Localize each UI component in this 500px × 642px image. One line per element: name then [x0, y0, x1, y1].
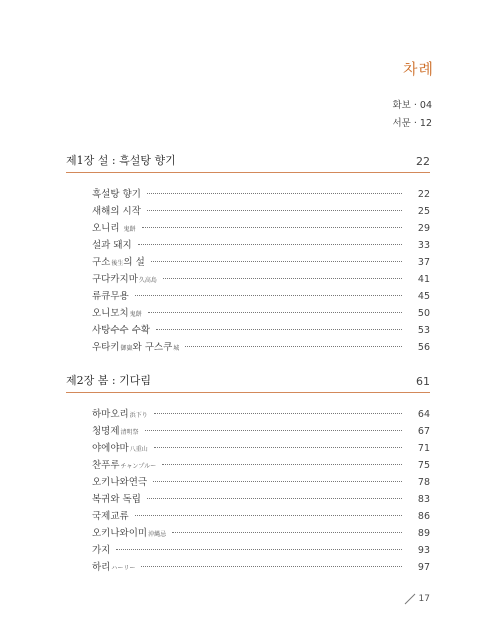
entry-title: [92, 542, 110, 559]
entry-annotation: 鬼餅: [123, 226, 136, 233]
entry-page: 93: [417, 545, 430, 556]
entry-title-text: 새해의 시작: [92, 206, 141, 217]
entry-title-text: 오키나와이미: [92, 528, 148, 539]
toc-entry[interactable]: [92, 474, 430, 491]
toc-entry[interactable]: [92, 339, 430, 356]
dot-leader: [138, 244, 402, 245]
entry-title: [92, 457, 156, 475]
front-matter-title: 화보 ·: [392, 100, 420, 111]
entry-page: 71: [417, 443, 430, 454]
entry-page: 97: [417, 562, 430, 573]
entry-page: 29: [417, 223, 430, 234]
entry-annotation: 浜下り: [129, 412, 148, 419]
entry-page: 41: [417, 274, 430, 285]
chapter-1: [66, 150, 430, 356]
dot-leader: [147, 193, 402, 194]
entry-title-text: 야에야마: [92, 443, 129, 454]
entry-title-text: 와 구스쿠: [132, 342, 173, 353]
entry-page: 37: [417, 257, 430, 268]
entry-page: 53: [417, 325, 430, 336]
entry-title: [92, 254, 145, 272]
dot-leader: [162, 464, 402, 465]
entry-title: [92, 491, 141, 508]
toc-entry[interactable]: [92, 440, 430, 457]
toc-entry[interactable]: [92, 305, 430, 322]
entry-title-text: 복귀와 독립: [92, 494, 141, 505]
chapter-2: [66, 370, 430, 576]
entry-annotation: ハーリー: [111, 565, 136, 572]
front-matter-item: [392, 115, 432, 133]
page-number: 17: [418, 594, 430, 604]
dot-leader: [135, 295, 402, 296]
front-matter-page: 12: [419, 118, 432, 129]
entry-annotation: 久高島: [138, 277, 157, 284]
entry-title-text: 사탕수수 수확: [92, 325, 151, 336]
dot-leader: [185, 346, 402, 347]
entry-annotation: 八重山: [129, 446, 148, 453]
entry-annotation: 御嶽: [120, 345, 133, 352]
chapter-title: 제2장 봄 : 기다림: [66, 374, 151, 387]
chapter-page: 61: [416, 375, 430, 388]
entry-annotation: 城: [173, 345, 180, 352]
entry-title-text: 류큐무용: [92, 291, 129, 302]
entry-title: [92, 322, 150, 339]
entry-annotation: 清明祭: [120, 429, 139, 436]
toc-entry[interactable]: [92, 288, 430, 305]
toc-entry[interactable]: [92, 203, 430, 220]
entry-annotation: 後生: [111, 260, 124, 267]
entry-title-text: 국제교류: [92, 511, 129, 522]
entry-title: [92, 508, 129, 525]
toc-entry[interactable]: [92, 406, 430, 423]
entry-title: [92, 288, 129, 305]
dot-leader: [135, 515, 402, 516]
folio: [404, 593, 430, 605]
dot-leader: [142, 227, 402, 228]
chapter-title: 제1장 설 : 흑설탕 향기: [66, 154, 176, 167]
dot-leader: [151, 261, 402, 262]
entry-page: 22: [417, 189, 430, 200]
entry-title-text: 가지: [92, 545, 111, 556]
front-matter-item: [392, 97, 432, 115]
entry-page: 78: [417, 477, 430, 488]
entry-title-text: 의 설: [123, 257, 145, 268]
toc-entry[interactable]: [92, 237, 430, 254]
front-matter-title: 서문 ·: [392, 118, 420, 129]
chapter-entries: [66, 186, 430, 356]
entry-title: [92, 186, 141, 203]
toc-entry[interactable]: [92, 457, 430, 474]
entry-page: 83: [417, 494, 430, 505]
entry-page: 33: [417, 240, 430, 251]
dot-leader: [156, 329, 402, 330]
toc-title: 차례: [403, 60, 434, 78]
entry-page: 67: [417, 426, 430, 437]
entry-title: [92, 440, 148, 458]
dot-leader: [141, 566, 402, 567]
entry-page: 45: [417, 291, 430, 302]
dot-leader: [154, 413, 402, 414]
chapter-entries: [66, 406, 430, 576]
entry-title: [92, 220, 136, 238]
toc-entry[interactable]: [92, 186, 430, 203]
toc-entry[interactable]: [92, 542, 430, 559]
entry-title: [92, 271, 157, 289]
toc-entry[interactable]: [92, 491, 430, 508]
toc-entry[interactable]: [92, 508, 430, 525]
entry-title-text: 흑설탕 향기: [92, 189, 141, 200]
front-matter: [392, 97, 432, 133]
dot-leader: [147, 498, 402, 499]
entry-title-text: 찬푸루: [92, 460, 120, 471]
dot-leader: [153, 481, 402, 482]
entry-title-text: 우타키: [92, 342, 120, 353]
entry-title-text: 구다카지마: [92, 274, 138, 285]
entry-title-text: 하마오리: [92, 409, 129, 420]
entry-title-text: 오니리: [92, 223, 123, 234]
dot-leader: [163, 278, 402, 279]
entry-title-text: 하리: [92, 562, 111, 573]
entry-page: 64: [417, 409, 430, 420]
entry-title-text: 설과 돼지: [92, 240, 132, 251]
dot-leader: [172, 532, 402, 533]
chapter-heading: [66, 370, 430, 393]
chapter-heading: [66, 150, 430, 173]
dot-leader: [147, 210, 402, 211]
entry-title: [92, 237, 132, 254]
entry-page: 25: [417, 206, 430, 217]
front-matter-page: 04: [419, 100, 432, 111]
entry-page: 56: [417, 342, 430, 353]
chapter-page: 22: [416, 155, 430, 168]
dot-leader: [154, 447, 402, 448]
dot-leader: [116, 549, 402, 550]
dot-leader: [148, 312, 402, 313]
entry-annotation: 鬼餅: [129, 311, 142, 318]
slash-ornament-icon: [404, 593, 416, 605]
toc-entry[interactable]: [92, 525, 430, 542]
entry-title: [92, 525, 166, 543]
entry-title: [92, 423, 139, 441]
entry-title-text: 구소: [92, 257, 111, 268]
entry-page: 50: [417, 308, 430, 319]
entry-title: [92, 559, 135, 577]
toc-entry[interactable]: [92, 322, 430, 339]
entry-page: 86: [417, 511, 430, 522]
toc-entry[interactable]: [92, 254, 430, 271]
entry-title: [92, 203, 141, 220]
entry-title: [92, 474, 147, 491]
toc-entry[interactable]: [92, 423, 430, 440]
toc-entry[interactable]: [92, 220, 430, 237]
entry-annotation: チャンプルー: [120, 463, 157, 470]
entry-title: [92, 406, 148, 424]
toc-entry[interactable]: [92, 559, 430, 576]
entry-annotation: 沖縄忌: [148, 531, 167, 538]
entry-title-text: 청명제: [92, 426, 120, 437]
entry-title-text: 오니모치: [92, 308, 129, 319]
dot-leader: [145, 430, 402, 431]
entry-title: [92, 305, 142, 323]
entry-title-text: 오키나와연극: [92, 477, 148, 488]
entry-page: 75: [417, 460, 430, 471]
toc-entry[interactable]: [92, 271, 430, 288]
entry-page: 89: [417, 528, 430, 539]
entry-title: [92, 339, 179, 357]
